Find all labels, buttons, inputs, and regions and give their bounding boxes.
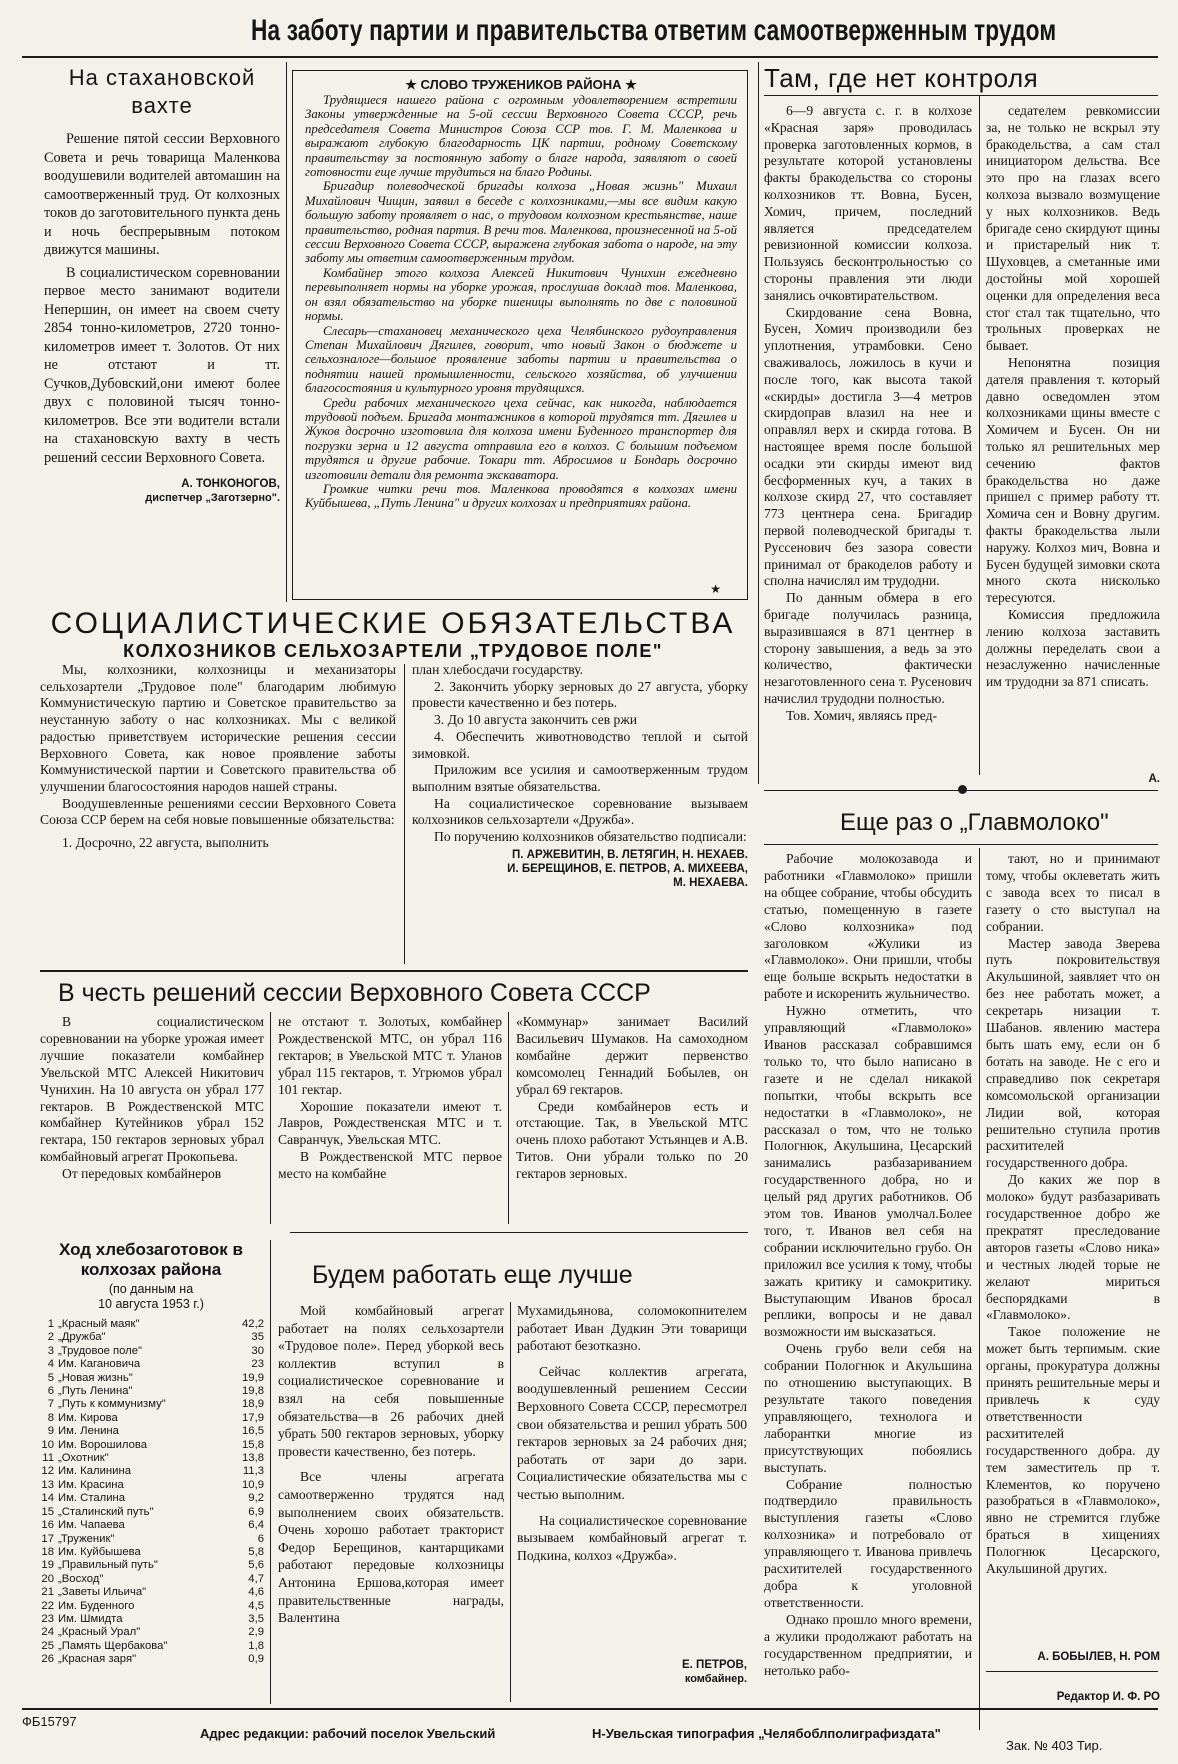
kolkhoz-name: Им. Куйбышева xyxy=(58,1545,141,1558)
column-divider xyxy=(508,1012,509,1224)
kolkhoz-name: Им. Ленина xyxy=(58,1425,119,1438)
kolkhoz-name: „Правильный путь" xyxy=(58,1559,158,1572)
budem-signature-role: комбайнер. xyxy=(684,1673,747,1685)
page-banner: На заботу партии и правительства ответим самоотверженным трудом xyxy=(251,14,1057,47)
bullet-separator-icon xyxy=(958,785,967,794)
row-number: 10 xyxy=(41,1438,54,1451)
percent-value: 4,5 xyxy=(248,1599,264,1612)
kolkhoz-name: „Сталинский путь" xyxy=(58,1505,154,1518)
kolkhoz-name: „Путь Ленина" xyxy=(58,1385,133,1398)
banner-rule xyxy=(22,56,1158,58)
row-number: 13 xyxy=(41,1478,54,1491)
glavmoloko-column-1 xyxy=(764,851,972,1679)
table-row xyxy=(38,1439,264,1452)
section-rule xyxy=(290,1232,748,1233)
kolkhoz-name: Им. Калинина xyxy=(58,1465,131,1478)
column-divider xyxy=(270,1240,271,1704)
vchest-paragraph: не отстают т. Золотых, комбайнер Рождественской МТС, он убрал 116 гектаров; в Увельской МТС т. Уланов убрал 115 гектаров, т. Угрюмов убрал 101 гектар. xyxy=(278,1014,502,1097)
table-row xyxy=(38,1533,264,1546)
obyaz-paragraph: план хлебосдачи государству. xyxy=(412,662,584,677)
obyaz-column-1 xyxy=(40,662,396,852)
table-row xyxy=(38,1546,264,1559)
khod-title-line1: Ход хлебозаготовок в xyxy=(59,1240,243,1259)
vchest-column-2 xyxy=(278,1014,502,1183)
percent-value: 15,8 xyxy=(242,1438,264,1451)
table-row xyxy=(38,1358,264,1371)
obyaz-paragraph: Мы, колхозники, колхозницы и механизаторы сельхозартели „Трудовое поле" благодарим любимую Коммунистическую партию и Советское правительство за неустанную заботу о нас колхозниках. Мы с великой радостью приветствуем исторические решения сессии Верховного Совета, как новое проявление заботы Коммунистической партии и Советского правительства об улучшении благосостояния народов нашей страны. xyxy=(40,662,396,794)
budem-signature xyxy=(517,1658,747,1686)
star-icon: ★ xyxy=(710,582,721,596)
table-row xyxy=(38,1492,264,1505)
percent-value: 30 xyxy=(251,1344,264,1357)
row-number: 15 xyxy=(41,1505,54,1518)
slovo-title-text: СЛОВО ТРУЖЕНИКОВ РАЙОНА xyxy=(420,77,622,92)
glavmoloko-paragraph: Мастер завода Зверева путь покровительствуя Акульшиной, заявляет что он без нее работать может, а секретарь низации т. Шабанов. явлению мастера быть шать ему, если он б ботать на заводе. Не с его и справедливо пок секретаря комсомольской организации Лидии вой, которая решительно ступила против расхитителей государственного добра. xyxy=(986,935,1160,1171)
percent-value: 3,5 xyxy=(248,1612,264,1625)
percent-value: 5,8 xyxy=(248,1545,264,1558)
row-number: 6 xyxy=(47,1385,54,1398)
stakhanov-paragraph: Решение пятой сессии Верховного Совета и речь товарища Маленкова воодушевили водителей автомашин на самоотверженный труд. От колхозных токов до заготовительного пункта день и ночь беспрерывным потоком движутся машины. xyxy=(44,131,280,258)
table-row xyxy=(38,1372,264,1385)
kontrol-paragraph: седателем ревкомиссии за, не только не вскрыл эту бракодельства, а сам стал инициатором дельства. Все это про на глазах всего колхоза вызвало возмущение у ных колхозников. Ведь бригаде сено скирдуют щины и пристарелый ник т. Шуховцев, а сметанные ими достойны мой хорошей оценки для определения веса стог стал так тщательно, что трольных проверках не бывает. xyxy=(986,103,1160,354)
table-row xyxy=(38,1573,264,1586)
glavmoloko-column-2 xyxy=(986,851,1160,1651)
budem-title: Будем работать еще лучше xyxy=(312,1261,633,1289)
column-divider xyxy=(510,1302,511,1702)
kontrol-paragraph: Комиссия предложила лению колхоза заставить должны переделать свои а незаслуженно начисленные им трудодни за 871 списать. xyxy=(986,606,1160,690)
kontrol-paragraph: Непонятна позиция дателя правления т. который давно осведомлен этом колхозниками щины вместе с Хомичем и Бусен. Он ни только ял решительных мер сечению фактов бракодельства но даже пришел с пример работу тт. Хомича сен и Вовну другим. факты бракодельства лыли наружу. Колхоз мич, Вовна и Бусен будущей зимовки скота много скота нисколько тересуются. xyxy=(986,354,1160,606)
percent-value: 4,6 xyxy=(248,1586,264,1599)
kolkhoz-name: „Труженик" xyxy=(58,1532,115,1545)
obyaz-signer-line: П. АРЖЕВИТИН, В. ЛЕТЯГИН, Н. НЕХАЕВ. xyxy=(512,848,748,861)
percent-value: 17,9 xyxy=(242,1411,264,1424)
kolkhoz-name: „Трудовое поле" xyxy=(58,1344,143,1357)
row-number: 4 xyxy=(47,1358,54,1371)
glavmoloko-paragraph: Собрание полностью подтвердило правильность выступления газеты «Слово колхозника» и потребовало от управляющего т. Иванова привлечь расхитителей государственного добра к уголовной ответственности. xyxy=(764,1476,972,1610)
row-number: 22 xyxy=(41,1599,54,1612)
star-icon: ★ xyxy=(405,77,421,92)
row-number: 5 xyxy=(47,1371,54,1384)
percent-value: 35 xyxy=(251,1331,264,1344)
vchest-paragraph: От передовых комбайнеров xyxy=(62,1166,222,1182)
table-row xyxy=(38,1331,264,1344)
column-divider xyxy=(270,1012,271,1224)
footer-code: ФБ15797 xyxy=(22,1714,77,1729)
percent-value: 23 xyxy=(251,1358,264,1371)
percent-value: 9,2 xyxy=(248,1492,264,1505)
obyaz-paragraph: На социалистическое соревнование вызываем колхозников сельхозартели «Дружба». xyxy=(412,795,748,828)
kolkhoz-name: „Заветы Ильича" xyxy=(58,1586,147,1599)
footer-order: Зак. № 403 Тир. xyxy=(1006,1738,1103,1753)
khod-title xyxy=(38,1240,264,1280)
star-icon: ★ xyxy=(621,77,637,92)
kolkhoz-name: Им. Кирова xyxy=(58,1411,118,1424)
row-number: 17 xyxy=(41,1532,54,1545)
glavmoloko-paragraph: До каких же пор в молоко» будут разбазаривать государственное добро же прекратят преследование авторов газеты «Слово ника» и честных людей торые не желают мириться беспорядками в «Главмолоко». xyxy=(986,1172,1160,1323)
glavmoloko-signature: А. БОБЫЛЕВ, Н. РОМ xyxy=(1037,1651,1160,1663)
kolkhoz-name: „Красная заря" xyxy=(58,1653,137,1666)
kolkhoz-name: „Дружба" xyxy=(58,1331,106,1344)
percent-value: 11,3 xyxy=(242,1465,264,1478)
kontrol-paragraph: 6—9 августа с. г. в колхозе «Красная заря» проводилась проверка заготовленных кормов, в результате которой установлены факты бракодельства со стороны колхозников тт. Вовна, Бусен, Хомич, причем, последний является председателем ревизионной комиссии колхоза. Пользуясь бесконтрольностью со стороны правления эти люди занялись очковтирательством. xyxy=(764,103,972,303)
table-row xyxy=(38,1412,264,1425)
kontrol-signature: А. xyxy=(1148,773,1160,785)
row-number: 11 xyxy=(42,1452,54,1465)
percent-value: 10,9 xyxy=(242,1478,264,1491)
budem-paragraph: Мухамидьянова, соломокопнителем работает Иван Дудкин Эти товарищи работают безотказно. xyxy=(517,1303,747,1354)
row-number: 21 xyxy=(41,1586,54,1599)
khod-box xyxy=(38,1240,264,1667)
row-number: 12 xyxy=(41,1465,54,1478)
glavmoloko-paragraph: Очень грубо вели себя на собрании Пологнюк и Акульшина по отношению выступающих. В результате такого поведения управляющего, технолога и лаборантки многие из присутствующих побоялись выступать. xyxy=(764,1341,972,1475)
footer-rule xyxy=(22,1708,1158,1710)
vchest-column-1 xyxy=(40,1014,264,1183)
table-row xyxy=(38,1626,264,1639)
glavmoloko-paragraph: Рабочие молокозавода и работники «Главмолоко» пришли на общее собрание, чтобы обсудить статью, помещенную в газете «Слово колхозника» под заголовком «Жулики из «Главмолоко». Они пришли, чтобы еще больше вскрыть недостатки в работе и искоренить жульничество. xyxy=(764,851,972,1002)
table-row xyxy=(38,1586,264,1599)
table-row xyxy=(38,1479,264,1492)
row-number: 3 xyxy=(47,1344,54,1357)
vchest-title: В честь решений сессии Верховного Совета СССР xyxy=(58,979,651,1007)
table-row xyxy=(38,1385,264,1398)
kolkhoz-name: „Память Щербакова" xyxy=(58,1639,168,1652)
vchest-paragraph: В социалистическом соревновании на уборке урожая имеет лучшие показатели комбайнер Увельской МТС Алексей Никитович Чунихин. На 10 августа он убрал 177 гектаров. В Рождественской МТС комбайнер Кутейников убрал 152 гектара, 150 гектаров зерновых убрал комбайновый агрегат Прокопьева. xyxy=(40,1014,264,1165)
kontrol-paragraph: Скирдование сена Вовна, Бусен, Хомич производили без уплотнения, утрамбовки. Сено сваживалось, ложилось в кучи и после того, как высота такой «скирды» достигла 3—4 метров скирдоправ влазил на нее и оправлял верх и скирда готова. В настоящее время после большой осадки эти скирды имеют вид бесформенных куч, а таких в колхозе скирд 27, что составляет 773 центнера сена. Бригадир первой полеводческой бригады т. Руссенович без зазора совести принимал от бракоделов работу и сполна начислял им трудодни. xyxy=(764,304,972,589)
glavmoloko-paragraph: Такое положение не может быть терпимым. ские органы, прокуратура должны принять решительные меры и привлечь к суду ответственности расхитителей государственного добра. ду тем заместитель пр т. Клементов, ко поручено разобраться в «Главмолоко», явно не стремится глубже браться в хищениях Пологнюк Цесарского, Акульшиной других. xyxy=(986,1324,1160,1577)
row-number: 26 xyxy=(41,1653,54,1666)
kolkhoz-name: „Красный Урал" xyxy=(58,1626,141,1639)
percent-value: 6 xyxy=(257,1532,264,1545)
percent-value: 0,9 xyxy=(248,1653,264,1666)
percent-value: 19,8 xyxy=(242,1385,264,1398)
stakhanov-article xyxy=(44,64,280,505)
row-number: 18 xyxy=(41,1545,54,1558)
section-rule xyxy=(986,1671,1158,1672)
slovo-paragraph: Бригадир полеводческой бригады колхоза „Новая жизнь" Михаил Михайлович Чищин, заявил в беседе с колхозниками,—мы все видим какую большую заботу проявляет о нас, о трудовом колхозном крестьянстве, наше правительство, родная партия. В речи тов. Маленкова, произнесенной на 5-ой сессии Верховного Совета СССР, выражена глубокая забота о народе, на эту заботу мы ответим самоотверженным трудом. xyxy=(305,179,737,266)
kolkhoz-name: „Охотник" xyxy=(58,1452,109,1465)
table-row xyxy=(38,1519,264,1532)
kontrol-column-1 xyxy=(764,103,972,724)
vchest-paragraph: Среди комбайнеров есть и отстающие. Так, в Увельской МТС очень плохо работают Устьянцев и А.В. Титов. Они убрали только по 20 гектаров зерновых. xyxy=(516,1098,748,1182)
footer-address: Адрес редакции: рабочий поселок Увельский xyxy=(200,1726,496,1741)
vchest-column-3 xyxy=(516,1014,748,1183)
obyaz-paragraph: 4. Обеспечить животноводство теплой и сытой зимовкой. xyxy=(412,728,748,761)
footer-typography: Н-Увельская типография „Челябоблполиграфиздата" xyxy=(592,1726,941,1741)
obyaz-title: СОЦИАЛИСТИЧЕСКИЕ ОБЯЗАТЕЛЬСТВА xyxy=(50,607,736,640)
vchest-paragraph: Хорошие показатели имеют т. Лавров, Рождественская МТС и т. Савранчук, Увельская МТС. xyxy=(278,1098,502,1148)
row-number: 25 xyxy=(41,1639,54,1652)
section-rule xyxy=(40,970,748,972)
kolkhoz-name: „Путь к коммунизму" xyxy=(58,1398,166,1411)
table-row xyxy=(38,1452,264,1465)
obyaz-paragraph: 1. Досрочно, 22 августа, выполнить xyxy=(62,835,269,851)
budem-paragraph: Мой комбайновый агрегат работает на полях сельхозартели «Трудовое поле». Перед уборкой весь коллектив вступил в социалистическое соревнование и взял на себя повышенные обязательства—в 26 рабочих дней убрать 500 гектаров зерновых, уборку провести качественно, без потерь. xyxy=(278,1303,504,1459)
slovo-paragraph: Трудящиеся нашего района с огромным удовлетворением встретили Законы утвержденные на 5-ой сессии Верховного Совета СССР, речь председателя Совета Министров Союза ССР тов. Г. М. Маленкова и выражают глубокую благодарность ЦК партии, родному Советскому правительству за постоянную заботу о благе народа, заявляют о своей готовности еще лучше трудиться на благо Родины. xyxy=(305,93,737,180)
glavmoloko-title-rule xyxy=(764,844,1158,845)
percent-value: 13,8 xyxy=(242,1452,264,1465)
kolkhoz-name: Им. Ворошилова xyxy=(58,1438,148,1451)
kontrol-title: Там, где нет контроля xyxy=(764,63,1039,93)
percent-value: 6,9 xyxy=(248,1505,264,1518)
table-row xyxy=(38,1425,264,1438)
obyaz-paragraph: 2. Закончить уборку зерновых до 27 августа, уборку провести качественно и без потерь. xyxy=(412,678,748,711)
stakhanov-signature: А. ТОНКОНОГОВ, xyxy=(181,478,280,490)
kolkhoz-name: Им. Шмидта xyxy=(58,1612,123,1625)
khod-note-line1: (по данным на xyxy=(108,1282,194,1296)
obyaz-signer-line: И. БЕРЕЩИНОВ, Е. ПЕТРОВ, А. МИХЕЕВА, xyxy=(507,862,748,875)
budem-column-2 xyxy=(517,1302,747,1564)
table-row xyxy=(38,1318,264,1331)
stakhanov-paragraph: В социалистическом соревновании первое место занимают водители Непершин, он имеет на своем счету 2854 тонно-километров, 2720 тонно-километров имеет т. Золотов. От них не отстают и тт. Сучков,Дубовский,они имеют более двух с половиной тысяч тонно-километров. Все эти водители встали на стахановскую вахту в честь решений сессии Верховного Совета. xyxy=(44,264,280,466)
glavmoloko-paragraph: Нужно отметить, что управляющий «Главмолоко» Иванов рассказал собравшимся только то, что было написано в газете и не сделал никакой попытки, чтобы вскрыть все недостатки в «Главмолоко», не рассказал о том, что не только Пологнюк, Акульшина, Цесарский занимались разбазариванием государственного добра, но и целый ряд других работников. Об этом тов. Иванов умолчал.Более того, т. Иванов вел себя на собрании исключительно грубо. Он приложил все усилия к тому, чтобы зажать критику и самокритику. Выступающим Иванов бросал реплики, вопросы и не давал возможности им высказаться. xyxy=(764,1003,972,1340)
percent-value: 18,9 xyxy=(242,1398,264,1411)
obyaz-signer-line: М. НЕХАЕВА. xyxy=(673,876,748,889)
khod-title-line2: колхозах района xyxy=(80,1260,222,1279)
table-row xyxy=(38,1600,264,1613)
row-number: 2 xyxy=(47,1331,54,1344)
percent-value: 6,4 xyxy=(248,1519,264,1532)
slovo-paragraph: Громкие читки речи тов. Маленкова проводятся в колхозах имени Куйбышева, „Путь Ленина" и других колхозах и предприятиях района. xyxy=(305,481,737,511)
glavmoloko-title: Еще раз о „Главмолоко" xyxy=(840,809,1109,836)
slovo-paragraph: Слесарь—стахановец механического цеха Челябинского рудоуправления Степан Михайлович Дягилев, говорит, что новый Закон о бюджете и сельхозналоге—большое проявление заботы партии и правительства о поднятии нашей промышленности, сельского хозяйства, об улучшении благосостояния и культурного уровня трудящихся. xyxy=(305,323,737,396)
table-row xyxy=(38,1640,264,1653)
glavmoloko-paragraph: тают, но и принимают тому, чтобы оклеветать жить с завода всех то писал в газету о сто выступал на собрании. xyxy=(986,851,1160,934)
stakhanov-signature-role: диспетчер „Заготзерно". xyxy=(145,492,280,504)
kontrol-paragraph: Тов. Хомич, являясь пред- xyxy=(786,707,938,723)
khod-note xyxy=(38,1282,264,1312)
percent-value: 1,8 xyxy=(248,1639,264,1652)
khod-note-line2: 10 августа 1953 г.) xyxy=(98,1297,204,1311)
stakhanov-title-line2: вахте xyxy=(131,93,193,118)
obyaz-paragraph: 3. До 10 августа закончить сев ржи xyxy=(434,712,638,728)
budem-column-1 xyxy=(278,1302,504,1627)
table-row xyxy=(38,1653,264,1666)
kolkhoz-name: Им. Буденного xyxy=(58,1599,135,1612)
stakhanov-title-line1: На стахановской xyxy=(68,65,256,90)
column-divider xyxy=(979,848,980,1730)
kontrol-column-2 xyxy=(986,103,1160,723)
obyaz-paragraph: Воодушевленные решениями сессии Верховного Совета Союза ССР берем на себя новые повышенные обязательства: xyxy=(40,795,396,828)
slovo-paragraph: Среди рабочих механического цеха сейчас, как никогда, наблюдается трудовой подъем. Бригада монтажников в которой трудятся тт. Дягилев и Жуков досрочно изготовила для колхоза имени Буденного транспортер для погрузки зерна и 12 августа отправила его в колхоз. С большим подъемом трудятся и другие рабочие. Токари тт. Абросимов и Бондарь досрочно изготовили детали для ремонта экскаватора. xyxy=(305,395,737,482)
budem-paragraph: Сейчас коллектив агрегата, воодушевленный решением Сессии Верховного Совета СССР, пересмотрел свои обязательства и решил убрать 500 гектаров зерновых за 24 рабочих дня; работать от зари до зари. Социалистические обязательства мы с честью выполним. xyxy=(517,1363,747,1502)
row-number: 24 xyxy=(41,1626,54,1639)
glavmoloko-paragraph: Однако прошло много времени, а жулики продолжают работать на государственном предприятии, и нетолько рабо- xyxy=(764,1611,972,1678)
table-row xyxy=(38,1345,264,1358)
column-divider xyxy=(286,62,287,602)
percent-value: 16,5 xyxy=(242,1425,264,1438)
khod-table xyxy=(38,1318,264,1667)
budem-paragraph: На социалистическое соревнование вызываем комбайновый агрегат т. Подкина, колхоз «Дружба». xyxy=(517,1512,747,1563)
kolkhoz-name: „Красный маяк" xyxy=(58,1318,140,1330)
table-row xyxy=(38,1613,264,1626)
obyaz-paragraph: Приложим все усилия и самоотверженным трудом выполним взятые обязательства. xyxy=(412,762,748,794)
kolkhoz-name: Им. Красина xyxy=(58,1478,124,1491)
row-number: 1 xyxy=(47,1318,54,1330)
percent-value: 2,9 xyxy=(248,1626,264,1639)
obyaz-column-2 xyxy=(412,662,748,890)
obyaz-header xyxy=(40,608,746,662)
kolkhoz-name: „Новая жизнь" xyxy=(58,1371,133,1384)
row-number: 23 xyxy=(41,1612,54,1625)
kolkhoz-name: „Восход" xyxy=(58,1572,104,1585)
table-row xyxy=(38,1398,264,1411)
budem-paragraph: Все члены агрегата самоотверженно трудятся над выполнением своих обязательств. Очень хорошо работает тракторист Федор Берещинов, кантарщиками работают передовые колхозницы Антонина Ершова,которая имеет правительственные награды, Валентина xyxy=(278,1469,504,1626)
percent-value: 5,6 xyxy=(248,1559,264,1572)
vchest-paragraph: В Рождественской МТС первое место на комбайне xyxy=(278,1149,502,1182)
slovo-paragraph: Комбайнер этого колхоза Алексей Никитович Чунихин ежедневно перевыполняет нормы на уборке урожая, прослушав доклад тов. Маленкова, он взял обязательство на уборке пшеницы выполнять по две с половиной нормы. xyxy=(305,265,737,324)
table-row xyxy=(38,1465,264,1478)
row-number: 14 xyxy=(41,1492,54,1505)
row-number: 9 xyxy=(47,1425,54,1438)
kolkhoz-name: Им. Кагановича xyxy=(58,1358,141,1371)
slovo-title xyxy=(305,77,737,93)
obyaz-paragraph: По поручению колхозников обязательство подписали: xyxy=(434,829,747,845)
percent-value: 4,7 xyxy=(248,1572,264,1585)
percent-value: 19,9 xyxy=(242,1371,264,1384)
slovo-box xyxy=(292,70,748,600)
kontrol-paragraph: По данным обмера в его бригаде получилась разница, выразившаяся в 871 центнер в сторону завышения, а ведь за это количество, фактически незаготовленного сена т. Русенович начислил трудодни полностью. xyxy=(764,590,972,706)
kolkhoz-name: Им. Чапаева xyxy=(58,1519,125,1532)
table-row xyxy=(38,1506,264,1519)
vchest-paragraph: «Коммунар» занимает Василий Васильевич Шумаков. На самоходном комбайне держит первенство комсомолец Геннадий Бобылев, он убрал 69 гектаров. xyxy=(516,1014,748,1097)
kolkhoz-name: Им. Сталина xyxy=(58,1492,126,1505)
obyaz-signers xyxy=(412,848,748,890)
row-number: 8 xyxy=(47,1411,54,1424)
kontrol-title-rule xyxy=(764,95,1158,96)
column-divider xyxy=(758,62,759,784)
obyaz-subtitle: КОЛХОЗНИКОВ СЕЛЬХОЗАРТЕЛИ „ТРУДОВОЕ ПОЛЕ" xyxy=(123,641,663,661)
row-number: 7 xyxy=(47,1398,54,1411)
row-number: 19 xyxy=(41,1559,54,1572)
row-number: 20 xyxy=(41,1572,54,1585)
row-number: 16 xyxy=(41,1519,54,1532)
stakhanov-title xyxy=(44,64,280,120)
column-divider xyxy=(404,664,405,964)
editor-line: Редактор И. Ф. РО xyxy=(1056,1691,1160,1703)
table-row xyxy=(38,1559,264,1572)
column-divider xyxy=(979,95,980,775)
budem-signature-name: Е. ПЕТРОВ, xyxy=(682,1659,747,1671)
percent-value: 42,2 xyxy=(242,1318,264,1330)
